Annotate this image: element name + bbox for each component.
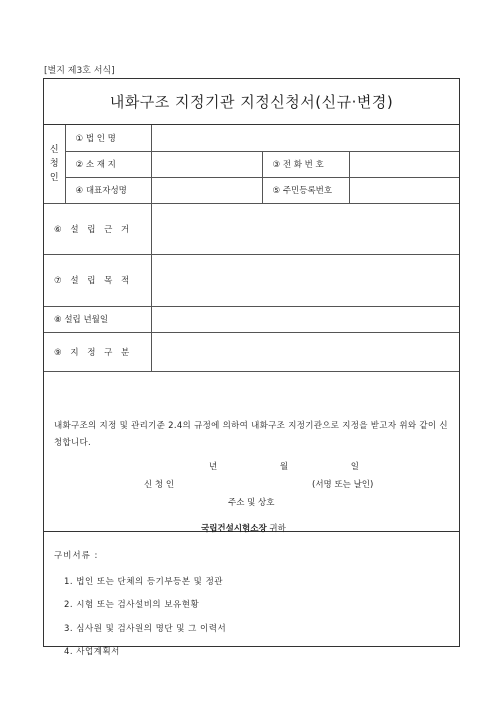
date-line: [209, 460, 359, 472]
application-form: [43, 78, 460, 657]
basis-value[interactable]: [151, 203, 459, 254]
recipient-name: 국립건설시험소장: [201, 524, 267, 534]
designation-type-label: ⑨ 지 정 구 분: [44, 332, 151, 371]
statement-paragraph: 내화구조의 지정 및 관리기준 2.4의 규정에 의하여 내화구조 지정기관으로 지정을 받고자 위와 같이 신청합니다.: [54, 421, 448, 448]
date-day: 일: [350, 462, 359, 472]
est-date-value[interactable]: [151, 306, 459, 332]
basis-label: ⑥ 설 립 근 거: [44, 203, 151, 254]
designation-type-value[interactable]: [151, 332, 459, 371]
document-item: 1. 법인 또는 단체의 등기부등본 및 정관: [64, 577, 223, 587]
application-statement: [44, 401, 459, 532]
document-item: 4. 사업계획서: [64, 647, 120, 657]
address-label: ② 소 재 지: [65, 151, 151, 177]
purpose-value[interactable]: [151, 254, 459, 306]
document-item: 2. 시험 또는 검사설비의 보유현황: [64, 600, 200, 610]
est-date-label: ⑧ 설립 년월일: [44, 306, 151, 332]
corp-name-value[interactable]: [151, 125, 459, 151]
corp-name-label: ① 법 인 명: [65, 125, 151, 151]
recipient-suffix: 귀하: [266, 524, 286, 534]
applicant-label: 신 청 인: [144, 480, 175, 490]
signature-note: (서명 또는 날인): [312, 480, 374, 490]
phone-label: ③ 전 화 번 호: [262, 151, 349, 177]
document-item: 3. 심사원 및 검사원의 명단 및 그 이력서: [64, 624, 227, 634]
recipient: [201, 522, 286, 534]
date-year: 년: [209, 462, 218, 472]
form-title: 내화구조 지정기관 지정신청서(신규·변경): [44, 79, 459, 125]
address-value[interactable]: [151, 151, 262, 177]
documents-heading: 구비서류 :: [54, 551, 99, 561]
resident-no-value[interactable]: [349, 177, 459, 203]
applicant-side-label: 신 청 인: [44, 125, 65, 203]
purpose-label: ⑦ 설 립 목 적: [44, 254, 151, 306]
address-name-label: 주소 및 상호: [228, 498, 275, 508]
form-caption: [별지 제3호 서식]: [44, 66, 115, 76]
resident-no-label: ⑤ 주민등록번호: [262, 177, 349, 203]
rep-name-label: ④ 대표자성명: [65, 177, 151, 203]
applicant-table: [44, 125, 459, 372]
phone-value[interactable]: [349, 151, 459, 177]
date-month: 월: [279, 462, 289, 472]
rep-name-value[interactable]: [151, 177, 262, 203]
